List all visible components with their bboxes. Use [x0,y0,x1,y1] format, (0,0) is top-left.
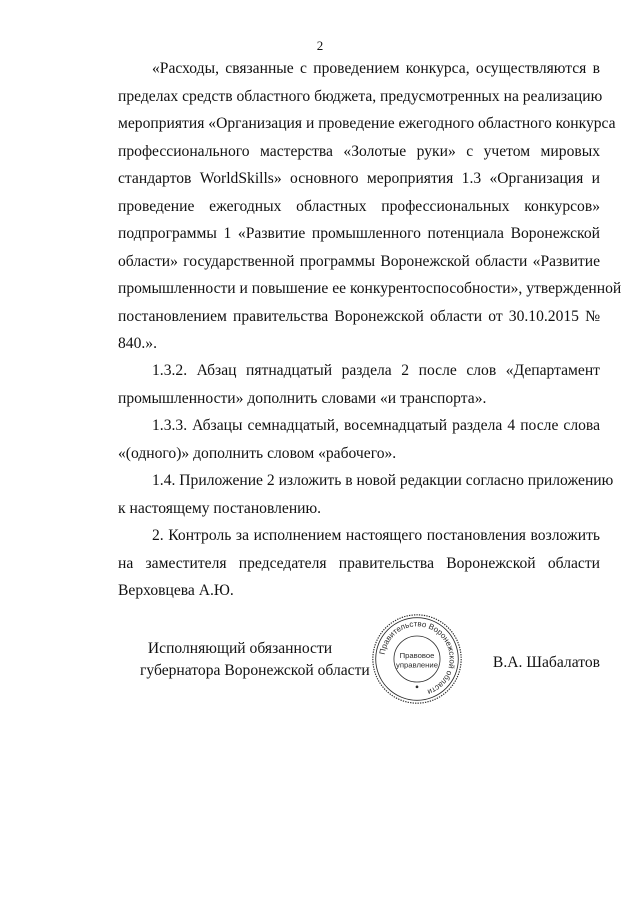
stamp-center-line2: управление [396,660,438,670]
text-line: «(одного)» дополнить словом «рабочего». [118,445,397,462]
text-line: на заместителя председателя правительства Воронежской области [118,555,600,572]
text-line: Верховцева А.Ю. [118,582,234,599]
text-line: 1.3.2. Абзац пятнадцатый раздела 2 после слов «Департамент [152,362,600,379]
stamp-dot [416,685,419,688]
text-line: 2. Контроль за исполнением настоящего постановления возложить [152,527,600,544]
text-line: «Расходы, связанные с проведением конкурса, осуществляются в [152,60,600,77]
text-line: области» государственной программы Воронежской области «Развитие [118,253,600,270]
text-line: подпрограммы 1 «Развитие промышленного потенциала Воронежской [118,225,600,242]
stamp-ring-text: Правительство Воронежской области [377,619,457,697]
text-line: пределах средств областного бюджета, предусмотренных на реализацию [118,88,603,105]
signatory-position-line2: губернатора Воронежской области [140,662,370,679]
page-number: 2 [316,38,324,53]
text-line: постановлением правительства Воронежской области от 30.10.2015 № [118,308,600,325]
text-line: профессионального мастерства «Золотые руки» с учетом мировых [118,143,600,160]
signatory-position-line1: Исполняющий обязанности [147,640,333,657]
text-line: проведение ежегодных областных профессиональных конкурсов» [118,198,600,215]
text-line: промышленности и повышение ее конкурентоспособности», утвержденной [118,280,622,297]
signatory-name: В.А. Шабалатов [492,654,600,671]
official-stamp [369,611,465,707]
text-line: 1.3.3. Абзацы семнадцатый, восемнадцатый раздела 4 после слова [152,417,600,434]
text-line: к настоящему постановлению. [118,500,322,517]
text-line: стандартов WorldSkills» основного мероприятия 1.3 «Организация и [118,170,600,187]
text-line: 1.4. Приложение 2 изложить в новой редакции согласно приложению [152,472,614,489]
stamp-center-line1: Правовое [399,651,435,661]
text-line: 840.». [118,335,157,352]
text-line: мероприятия «Организация и проведение ежегодного областного конкурса [118,115,616,132]
text-line: промышленности» дополнить словами «и транспорта». [118,390,487,407]
